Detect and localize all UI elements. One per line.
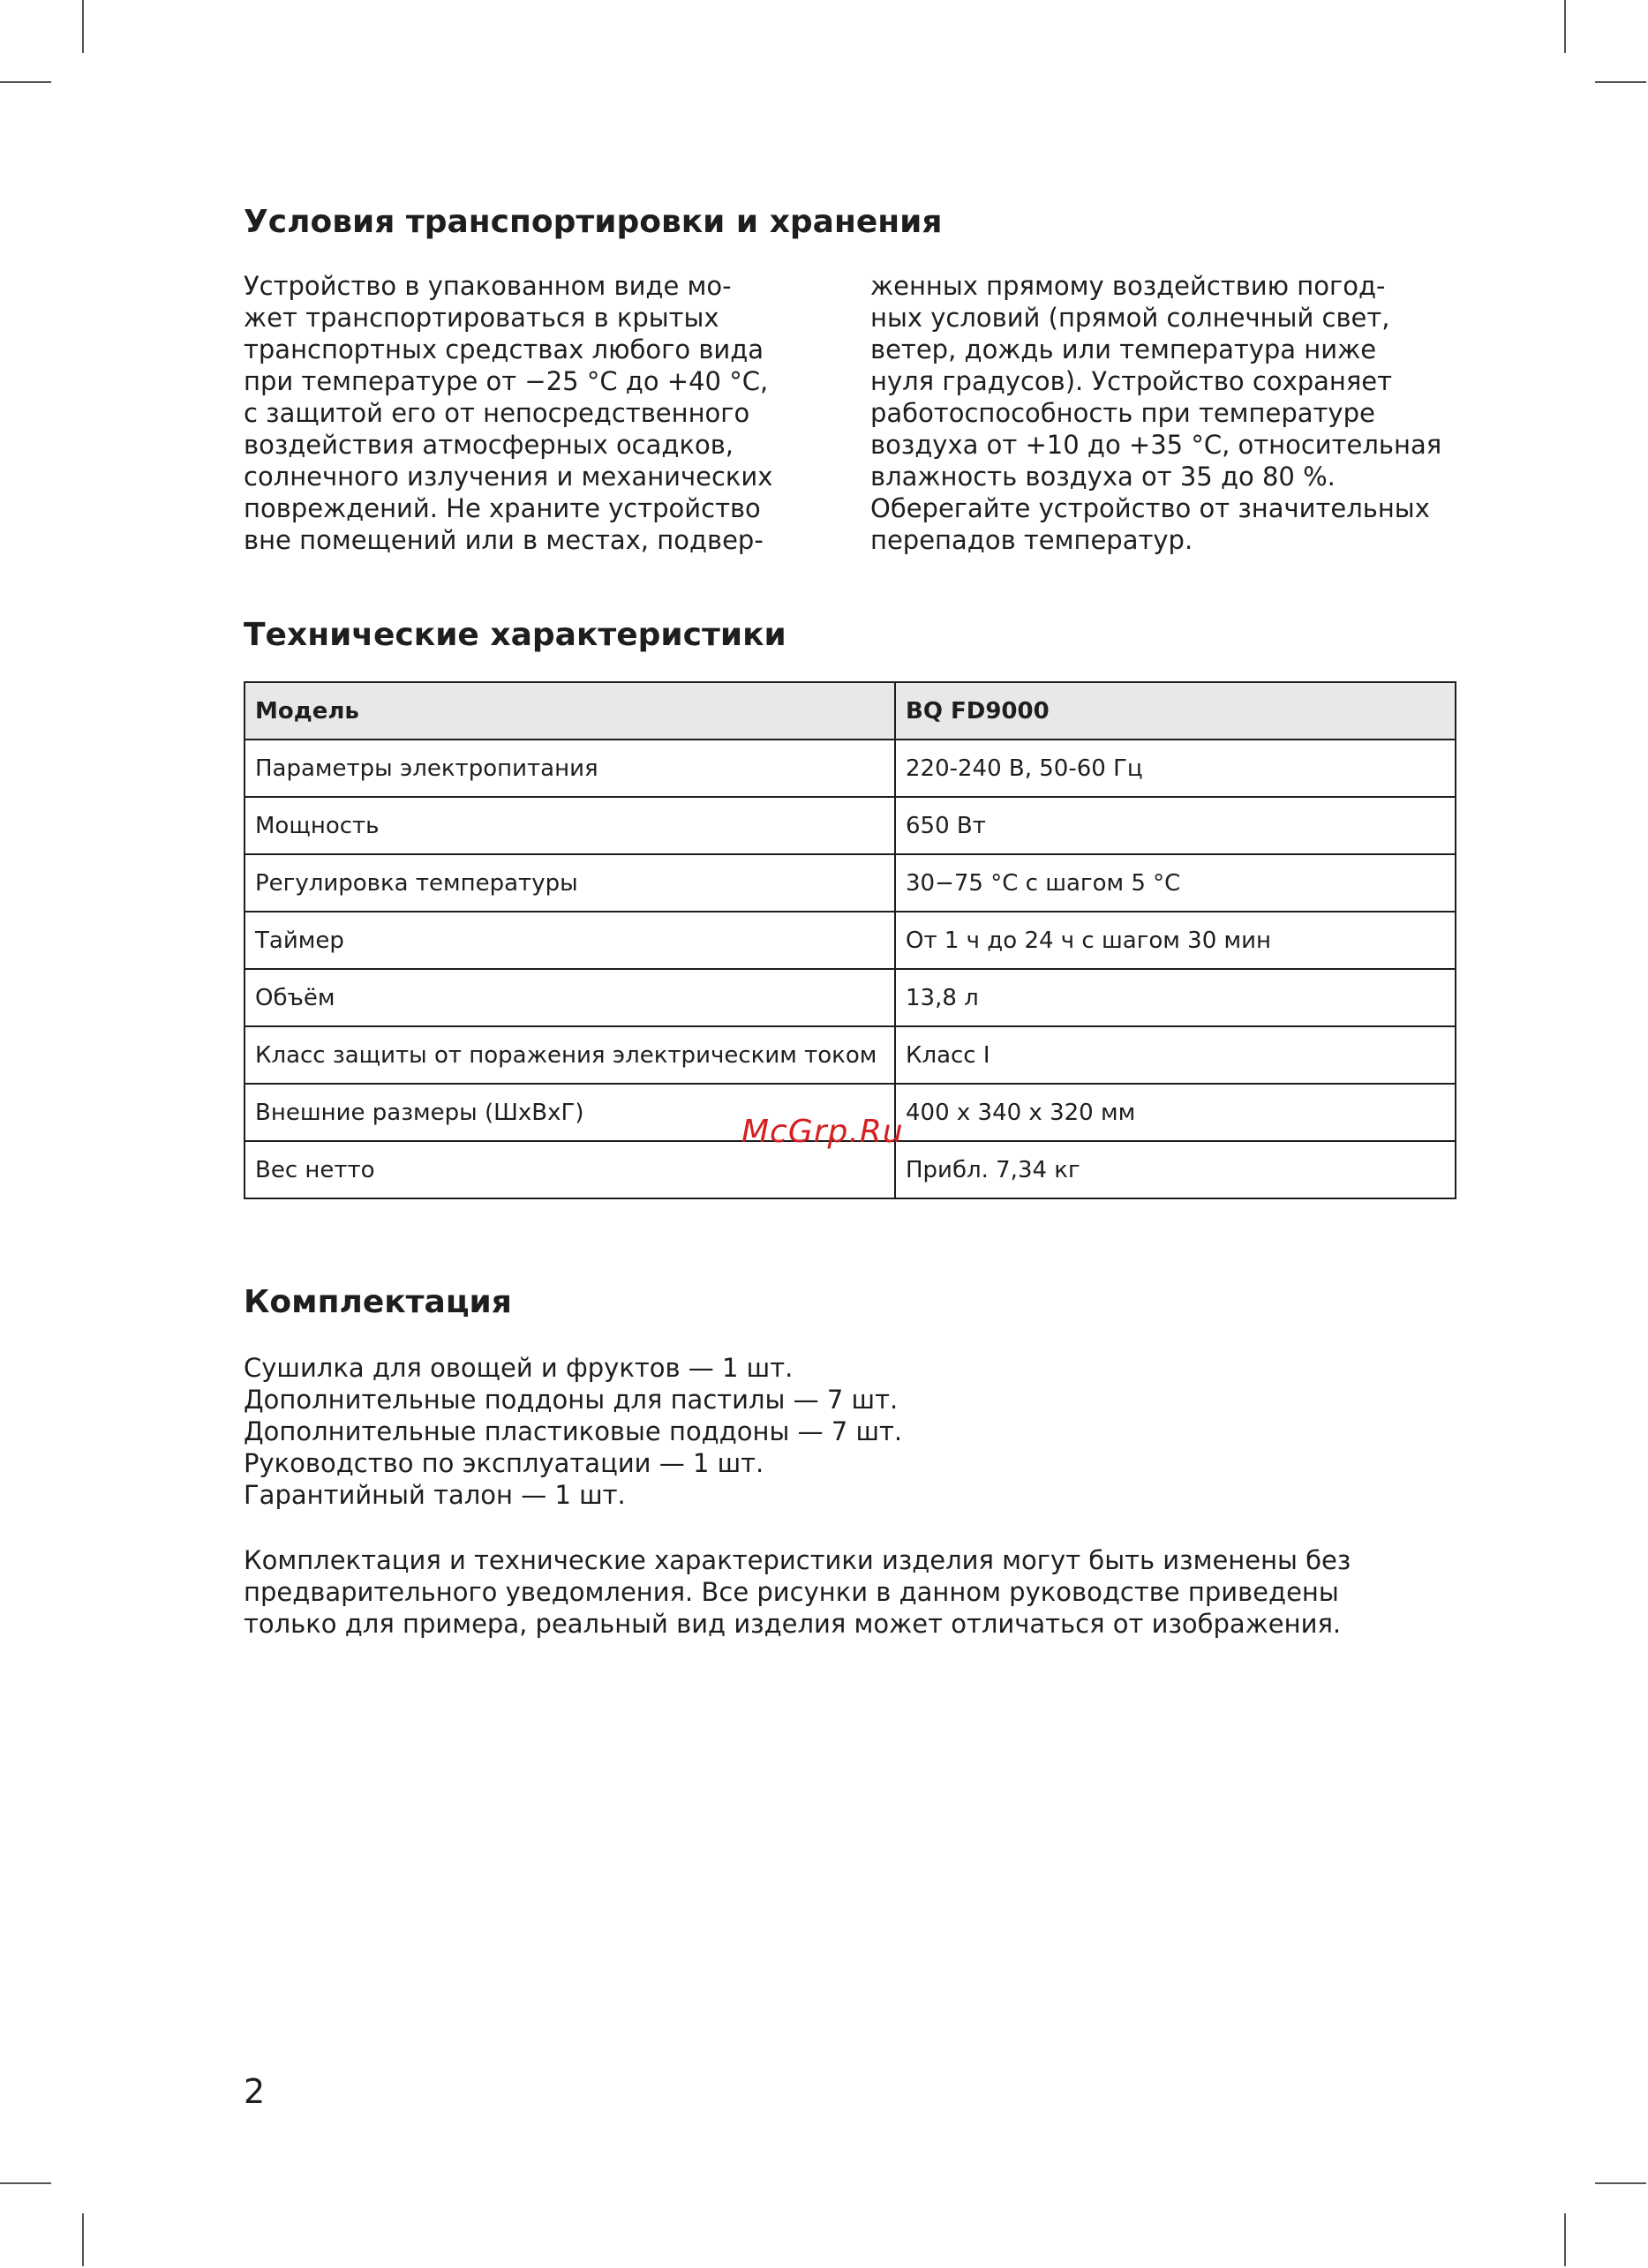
specs-heading: Технические характеристики <box>244 617 786 653</box>
table-cell-param: Параметры электропитания <box>245 740 895 797</box>
list-item: Руководство по эксплуатации — 1 шт. <box>244 1448 764 1478</box>
table-row <box>245 797 1456 854</box>
text-line: воздействия атмосферных осадков, <box>244 430 734 460</box>
text-line: Оберегайте устройство от значительных <box>870 493 1430 523</box>
text-line: женных прямому воздействию погод- <box>870 271 1386 301</box>
crop-mark-top-right <box>1564 0 1566 53</box>
text-line: нуля градусов). Устройство сохраняет <box>870 366 1393 396</box>
text-line: ветер, дождь или температура ниже <box>870 334 1377 364</box>
transport-text-right-column <box>870 270 1441 556</box>
table-row <box>245 740 1456 797</box>
table-cell-value: 220-240 В, 50-60 Гц <box>895 740 1456 797</box>
text-line: Устройство в упакованном виде мо- <box>244 271 732 301</box>
table-header-row <box>245 682 1456 740</box>
text-line: с защитой его от непосредственного <box>244 398 750 428</box>
crop-mark-bottom-left <box>0 2182 51 2184</box>
list-item: Гарантийный талон — 1 шт. <box>244 1480 626 1510</box>
transport-text-left-column <box>244 270 772 556</box>
crop-mark-bottom-right <box>1564 2213 1566 2266</box>
page-number: 2 <box>244 2072 266 2111</box>
text-line: только для примера, реальный вид изделия может отличаться от изображения. <box>244 1609 1342 1639</box>
table-cell-value: BQ FD9000 <box>895 682 1456 740</box>
transport-heading: Условия транспортировки и хранения <box>244 204 943 240</box>
crop-mark-bottom-right <box>1595 2182 1646 2184</box>
table-cell-value: Класс I <box>895 1026 1456 1084</box>
text-line: работоспособность при температуре <box>870 398 1375 428</box>
text-line: предварительного уведомления. Все рисунки в данном руководстве приведены <box>244 1577 1339 1607</box>
text-line: транспортных средствах любого вида <box>244 334 764 364</box>
table-row <box>245 1026 1456 1084</box>
text-line: воздуха от +10 до +35 °C, относительная <box>870 430 1442 460</box>
table-cell-value: 13,8 л <box>895 969 1456 1026</box>
table-cell-value: 400 х 340 х 320 мм <box>895 1084 1456 1141</box>
text-line: вне помещений или в местах, подвер- <box>244 525 764 555</box>
crop-mark-top-left <box>82 0 84 53</box>
text-line: при температуре от −25 °C до +40 °C, <box>244 366 769 396</box>
crop-mark-top-left <box>0 81 51 83</box>
table-cell-param: Таймер <box>245 912 895 969</box>
text-line: ных условий (прямой солнечный свет, <box>870 303 1390 333</box>
text-line: повреждений. Не храните устройство <box>244 493 761 523</box>
watermark-text: McGrp.Ru <box>741 1114 904 1150</box>
package-list <box>244 1352 902 1511</box>
table-row <box>245 969 1456 1026</box>
table-cell-value: 30−75 °C с шагом 5 °C <box>895 854 1456 912</box>
text-line: перепадов температур. <box>870 525 1193 555</box>
table-row <box>245 854 1456 912</box>
text-line: влажность воздуха от 35 до 80 %. <box>870 462 1336 492</box>
crop-mark-bottom-left <box>82 2213 84 2266</box>
crop-mark-top-right <box>1595 81 1646 83</box>
table-cell-value: 650 Вт <box>895 797 1456 854</box>
list-item: Дополнительные пластиковые поддоны — 7 шт. <box>244 1416 903 1446</box>
table-cell-param: Мощность <box>245 797 895 854</box>
text-line: солнечного излучения и механических <box>244 462 773 492</box>
table-cell-param: Объём <box>245 969 895 1026</box>
table-cell-param: Вес нетто <box>245 1141 895 1198</box>
table-row <box>245 912 1456 969</box>
table-cell-param: Класс защиты от поражения электрическим током <box>245 1026 895 1084</box>
table-cell-value: Прибл. 7,34 кг <box>895 1141 1456 1198</box>
table-cell-param: Регулировка температуры <box>245 854 895 912</box>
list-item: Сушилка для овощей и фруктов — 1 шт. <box>244 1353 794 1383</box>
table-cell-param: Внешние размеры (ШхВхГ) <box>245 1084 895 1141</box>
text-line: Комплектация и технические характеристики изделия могут быть изменены без <box>244 1545 1351 1575</box>
disclaimer-note <box>244 1544 1351 1640</box>
table-cell-param: Модель <box>245 682 895 740</box>
table-cell-value: От 1 ч до 24 ч с шагом 30 мин <box>895 912 1456 969</box>
text-line: жет транспортироваться в крытых <box>244 303 719 333</box>
package-heading: Комплектация <box>244 1284 512 1320</box>
list-item: Дополнительные поддоны для пастилы — 7 шт. <box>244 1385 899 1415</box>
